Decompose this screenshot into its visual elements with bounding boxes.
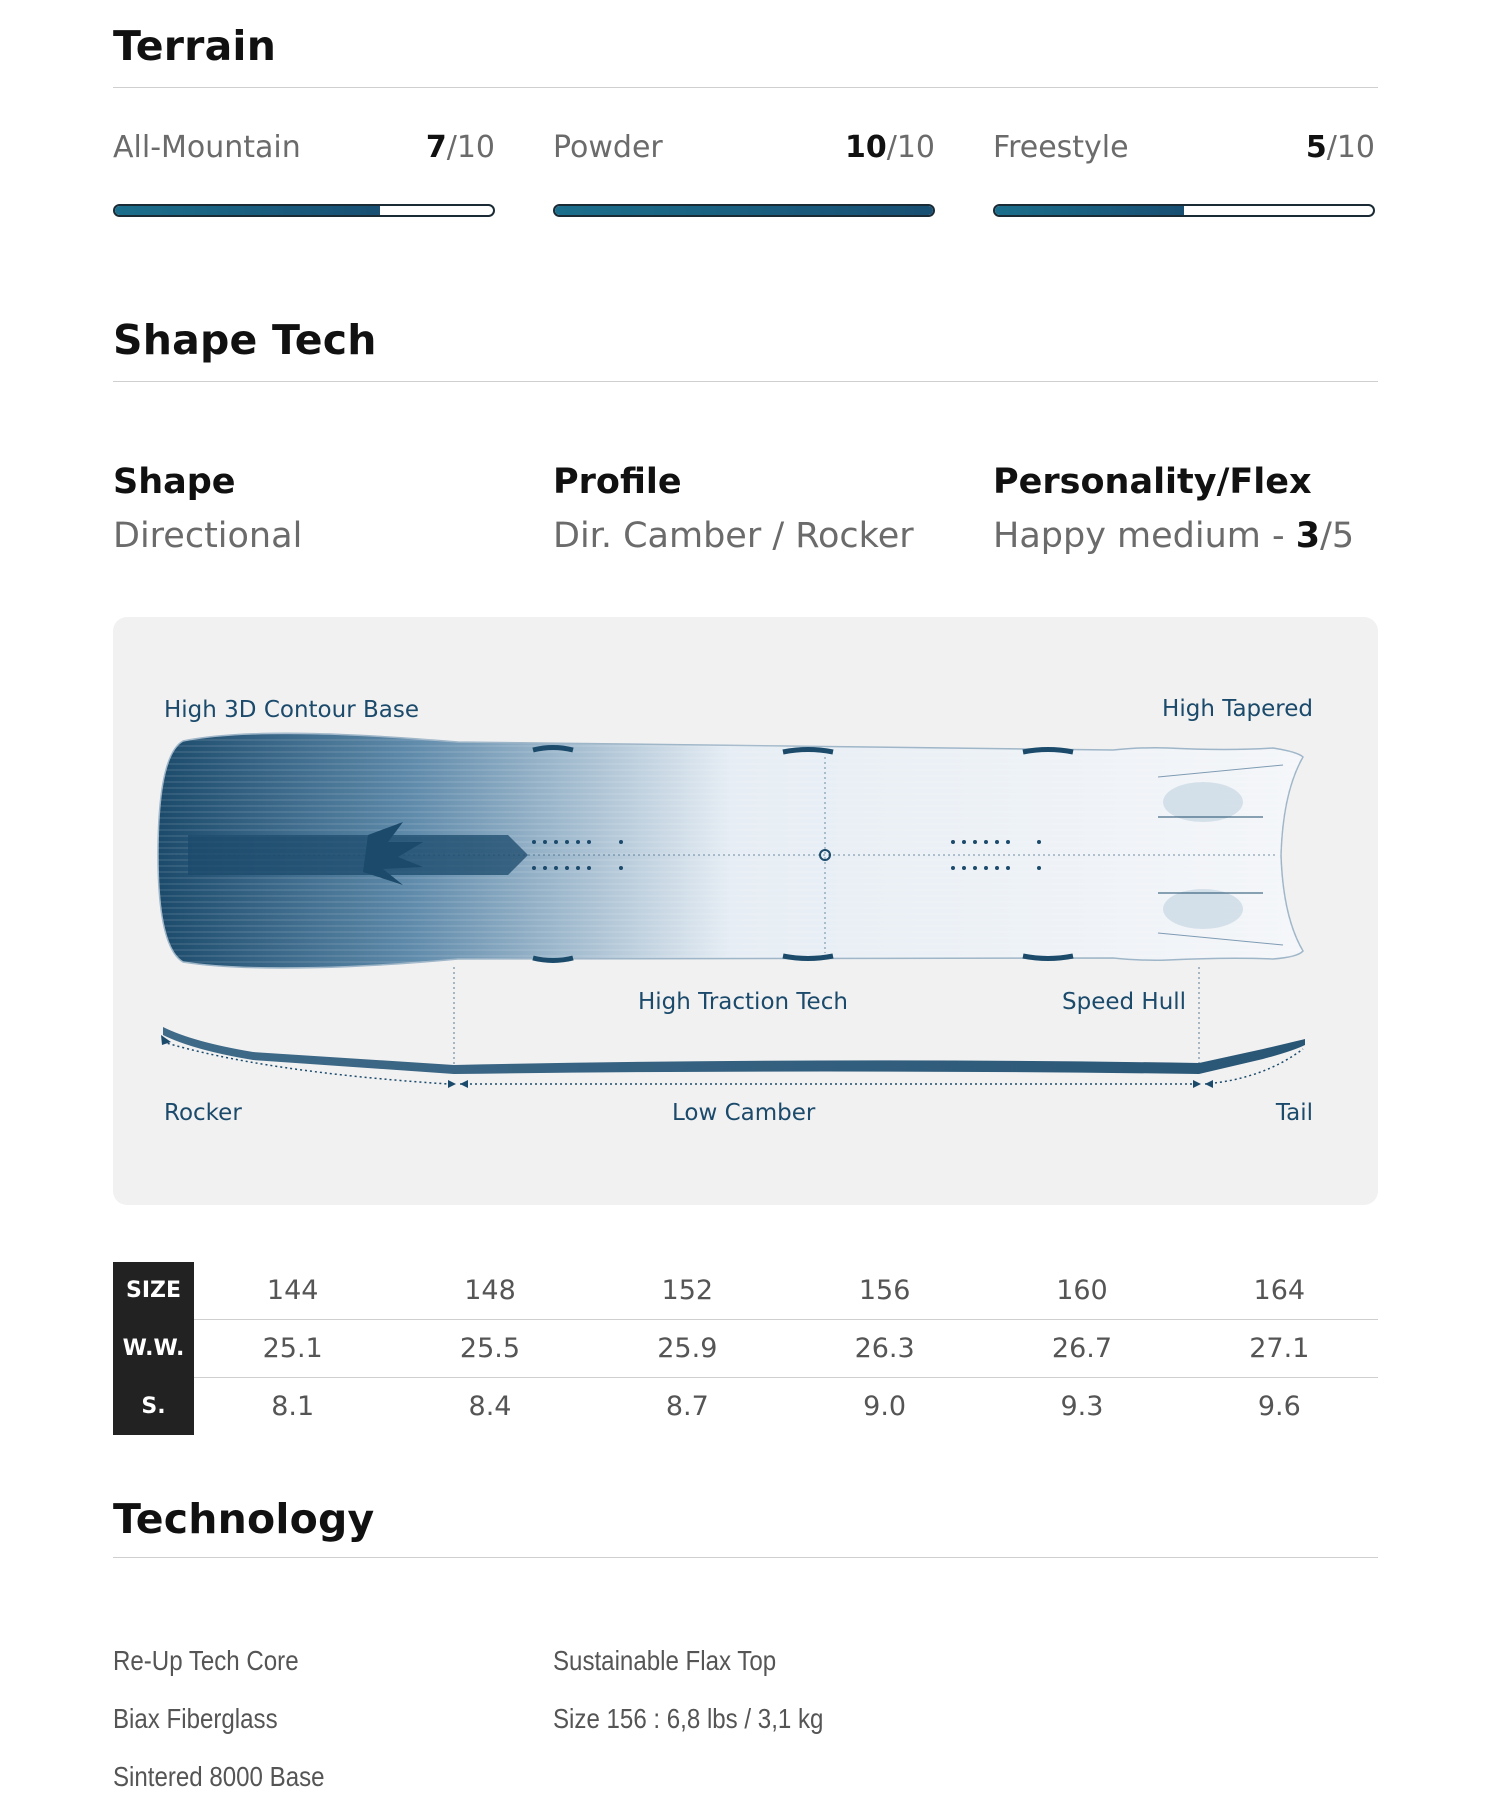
divider (113, 87, 1378, 88)
row-header: S. (113, 1378, 194, 1436)
tech-item: Size 156 : 6,8 lbs / 3,1 kg (553, 1703, 824, 1734)
size-table (113, 1262, 1378, 1435)
row-header: SIZE (113, 1262, 194, 1320)
spec-profile (553, 462, 914, 556)
spec-label: Shape (113, 462, 236, 502)
rating-label: Freestyle (993, 130, 1129, 165)
table-cell: 25.9 (589, 1320, 786, 1378)
table-cell: 9.3 (1060, 1391, 1104, 1422)
spec-label: Profile (553, 462, 682, 502)
spec-label: Personality/Flex (993, 462, 1312, 502)
rating-bar-fill (995, 206, 1184, 215)
rating-bar (993, 204, 1375, 217)
label-high-tapered: High Tapered (1162, 696, 1313, 722)
label-speed-hull: Speed Hull (1062, 989, 1187, 1015)
label-traction-tech: High Traction Tech (638, 989, 848, 1015)
spec-flex (993, 462, 1354, 556)
table-cell: 9.0 (863, 1391, 907, 1422)
spec-shape (113, 462, 302, 556)
rating-bar-fill (115, 206, 380, 215)
tech-item: Biax Fiberglass (113, 1703, 278, 1734)
tech-item: Sintered 8000 Base (113, 1761, 325, 1792)
rating-label: All-Mountain (113, 130, 301, 165)
rating-bar (553, 204, 935, 217)
rating-bar-fill (555, 206, 933, 215)
table-cell: 27.1 (1181, 1320, 1378, 1378)
rating-label: Powder (553, 130, 663, 165)
rating-bar (113, 204, 495, 217)
table-cell: 26.3 (786, 1320, 983, 1378)
table-cell: 152 (589, 1262, 786, 1320)
rating-freestyle (993, 130, 1375, 165)
divider (113, 1557, 1378, 1558)
table-cell: 156 (786, 1262, 983, 1320)
tech-item: Sustainable Flax Top (553, 1645, 777, 1676)
label-tail: Tail (1275, 1100, 1313, 1126)
table-cell: 8.4 (468, 1391, 512, 1422)
label-low-camber: Low Camber (672, 1100, 816, 1126)
rating-score: 5/10 (1305, 130, 1375, 165)
rating-powder (553, 130, 935, 165)
table-cell: 144 (194, 1262, 391, 1320)
label-rocker: Rocker (164, 1100, 242, 1126)
rating-score: 7/10 (425, 130, 495, 165)
label-contour-base: High 3D Contour Base (164, 697, 419, 723)
shape-tech-title: Shape Tech (113, 316, 377, 364)
row-header: W.W. (113, 1320, 194, 1378)
spec-value: Dir. Camber / Rocker (553, 516, 914, 556)
table-cell: 164 (1181, 1262, 1378, 1320)
spec-value: Directional (113, 516, 303, 556)
table-cell: 8.7 (665, 1391, 709, 1422)
table-row (113, 1378, 1378, 1436)
terrain-title: Terrain (113, 22, 277, 70)
rating-all-mountain (113, 130, 495, 165)
rating-score: 10/10 (844, 130, 935, 165)
table-cell: 8.1 (271, 1391, 315, 1422)
table-cell: 148 (391, 1262, 588, 1320)
board-profile (163, 1027, 1305, 1074)
tech-item: Re-Up Tech Core (113, 1645, 299, 1676)
table-row (113, 1262, 1378, 1320)
table-cell: 26.7 (983, 1320, 1180, 1378)
technology-title: Technology (113, 1495, 375, 1543)
table-cell: 160 (983, 1262, 1180, 1320)
logo-icon (188, 835, 528, 875)
board-diagram (113, 617, 1378, 1205)
divider (113, 381, 1378, 382)
table-cell: 25.1 (194, 1320, 391, 1378)
table-row (113, 1320, 1378, 1378)
table-cell: 9.6 (1257, 1391, 1301, 1422)
spec-value: Happy medium - 3/5 (993, 516, 1355, 556)
table-cell: 25.5 (391, 1320, 588, 1378)
